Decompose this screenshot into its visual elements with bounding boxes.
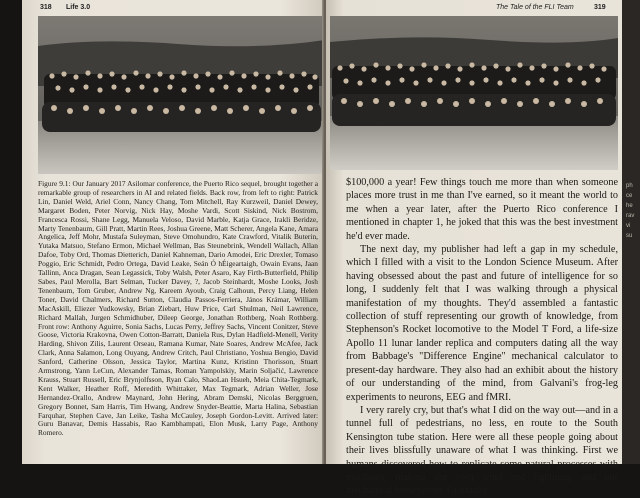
edge-text-5: vi (626, 223, 631, 229)
edge-text-1: ph (626, 183, 633, 189)
body-text (346, 176, 618, 498)
edge-text-4: rav (626, 213, 635, 219)
left-running-title: Life 3.0 (66, 4, 91, 11)
right-running-title: The Tale of the FLI Team (496, 4, 574, 11)
photo-caption (38, 180, 318, 438)
left-page (22, 0, 325, 464)
group-photo-right (330, 16, 618, 170)
right-page (326, 0, 622, 497)
paragraph-3: I very rarely cry, but that's what I did on the way out—and in a tunnel full of pedestrians, no less, en route to the South Kensington tube station. Here were all these people going about their lives blissfully unaware of what I was thinking. First we humans discovered how to replicate some natural processes with machines, making our own wind and lightning, and our mechanical horsepower. Gradually, (346, 404, 618, 497)
left-page-number: 318 (40, 4, 52, 11)
caption-text: Figure 9.1: Our January 2017 Asilomar conference, the Puerto Rico sequel, brought together a remarkable group of researchers in AI and related fields. Back row, from left to right: Patrick Lin, Daniel Weld, Ariel Conn, Nancy Chang, Tom Mitchell, Ray Kurzweil, Daniel Dewey, Margaret Boden, Peter Norvig, Nick Hay, Moshe Vardi, Scott Siskind, Nick Bostrom, Francesca Rossi, Shane Legg, Manuela Veloso, David Marble, Katja Grace, Irakli Beridze, Marty Tenenbaum, Gill Pratt, Martin Rees, Joshua Greene, Matt Scherer, Angela Kane, Amara Angelica, Jeff Mohr, Mustafa Suleyman, Steve Omohundro, Kate Crawford, Vitalik Buterin, Yutaka Matsuo, Stefano Ermon, Michael Wellman, Bas Steunebrink, Wendell Wallach, Allan Dafoe, Toby Ord, Thomas Dietterich, Daniel Kahneman, Dario Amodei, Eric Drexler, Tomaso Poggio, Eric Schmidt, Pedro Ortega, David Leake, Seán Ó hÉigeartaigh, Owain Evans, Jaan Tallinn, Anca Dragan, Sean Legassick, Toby Walsh, Peter Asaro, Kay Firth-Butterfield, Philip Sabes, Paul Merolla, Bart Selman, Tucker Davey, ?, Jacob Steinhardt, Moshe Looks, Josh Tenenbaum, Tom Gruber, Andrew Ng, Kareem Ayoub, Craig Calhoun, Percy Liang, Helen Toner, David Chalmers, Richard Sutton, Claudia Passos-Ferriera, János Krámar, William MacAskill, Eliezer Yudkowsky, Brian Ziebart, Huw Price, Carl Shulman, Neil Lawrence, Richard Mallah, Jurgen Schmidhuber, Dileep George, Jonathan Rothberg, Noah Rothberg. Front row: Anthony Aguirre, Sonia Sachs, Lucas Perry, Jeffrey Sachs, Vincent Conitzer, Steve Goose, Victoria Krakovna, Owen Cotton-Barratt, Daniela Rus, Dylan Hadfield-Menell, Verity Harding, Shivon Zilis, Laurent Orseau, Ramana Kumar, Nate Soares, Andrew McAfee, Jack Clark, Anna Salamon, Long Ouyang, Andrew Critch, Paul Christiano, Yoshua Bengio, David Sanford, Catherine Olsson, Jessica Taylor, Martina Kunz, Kristinn Thorisson, Stuart Armstrong, Yann LeCun, Alexander Tamas, Roman Yampolskiy, Marin Soljačić, Lawrence Krauss, Stuart Russell, Eric Brynjolfsson, Ryan Calo, ShaoLan Hsueh, Meia Chita-Tegmark, Kent Walker, Heather Roff, Meredith Whittaker, Max Tegmark, Adrian Weller, Jose Hernandez-Orallo, Andrew Maynard, John Hering, Abram Demski, Nicolas Berggruen, Gregory Bonnet, Sam Harris, Tim Hwang, Andrew Snyder-Beattie, Marta Halina, Sebastian Farquhar, Stephen Cave, Jan Leike, Tasha McCauley, Joseph Gordon-Levitt. Arrived later: Guru Banavar, Demis Hassabis, Rao Kambhampati, Elon Musk, Larry Page, Anthony Romero. (38, 179, 318, 438)
group-photo-left (38, 16, 325, 174)
edge-text-2: ce (626, 193, 633, 199)
paragraph-1: $100,000 a year! Few things touch me more than when someone places more trust in me than I've earned, so it meant the world to me when a year later, after the Puerto Rico conference I mentioned in chapter 1, he joked that this was the best investment he'd ever made. (346, 177, 618, 242)
paragraph-2: The next day, my publisher had left a gap in my schedule, which I filled with a visit to the London Science Museum. After having obsessed about the past and future of intelligence for so long, I suddenly felt that I was walking through a physical manifestation of my thoughts. They'd assembled a fantastic collection of stuff representing our growth of knowledge, from Stephenson's Rocket locomotive to the Model T Ford, a life-size Apollo 11 lunar lander replica and computers dating all the way from Babbage's "Difference Engine" mechanical calculator to present-day hardware. They also had an exhibit about the history of our understanding of the mind, from Galvani's frog-leg experiments to neurons, EEG and fMRI. (346, 244, 618, 403)
edge-text-3: he (626, 203, 633, 209)
background-edge (622, 0, 640, 464)
right-page-number: 319 (594, 4, 606, 11)
edge-text-6: su (626, 233, 633, 239)
